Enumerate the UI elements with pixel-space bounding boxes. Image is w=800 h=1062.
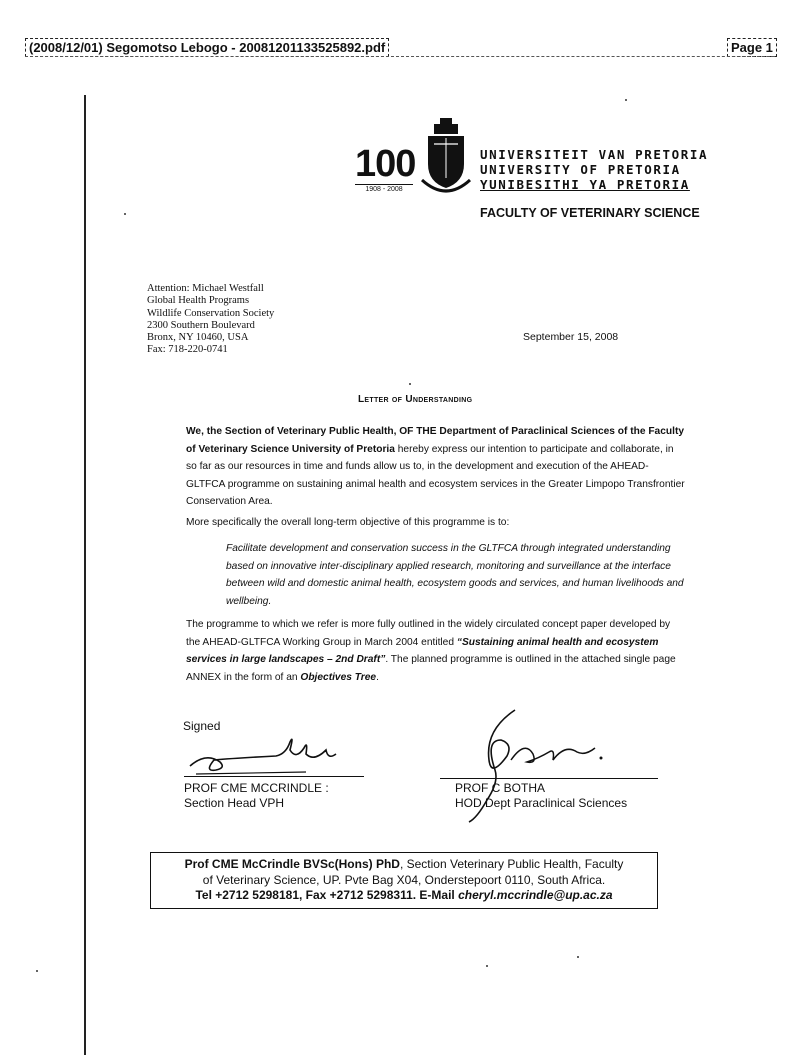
contact-line-2: of Veterinary Science, UP. Pvte Bag X04, Onderstepoort 0110, South Africa. [202, 872, 606, 887]
contact-email: cheryl.mccrindle@up.ac.za [458, 888, 613, 902]
paragraph-intro [186, 423, 686, 511]
centenary-years: 1908 - 2008 [355, 184, 413, 193]
contact-box [150, 852, 658, 909]
scan-speck [486, 965, 488, 967]
signatory-left [184, 781, 329, 811]
signatory-right-role: HOD Dept Paraclinical Sciences [455, 796, 628, 810]
fax-page-number: Page 1 [727, 38, 777, 57]
signatory-right [455, 781, 627, 811]
concept-paper-title: “Sustaining animal health and ecosystem services in large landscapes – 2nd Draft” [186, 636, 659, 665]
university-name-english: UNIVERSITY OF PRETORIA [480, 162, 681, 177]
signature-mccrindle-icon [186, 732, 366, 777]
contact-name: Prof CME McCrindle BVSc(Hons) PhD [184, 857, 400, 871]
contact-affiliation: , Section Veterinary Public Health, Faculty [399, 857, 624, 871]
header-divider [25, 56, 775, 57]
contact-line-3 [155, 888, 653, 904]
scan-speck [625, 99, 627, 101]
scan-speck [577, 956, 579, 958]
intro-bold-text: We, the Section of Veterinary Public Health, OF THE Department of Paraclinical Sciences of the Faculty of Veterinary Science University of Pretoria [186, 426, 684, 455]
university-name-afrikaans: UNIVERSITEIT VAN PRETORIA [480, 147, 709, 162]
scan-speck [124, 213, 126, 215]
address-line: Fax: 718-220-0741 [147, 344, 228, 356]
contact-line-1 [155, 857, 653, 873]
letter-title: Letter of Understanding [358, 394, 473, 405]
scan-speck [36, 970, 38, 972]
objective-quote: Facilitate development and conservation success in the GLTFCA through integrated understanding based on innovative inter-disciplinary applied research, monitoring and surveillance at the interface between wild and domestic animal health, ecosystem goods and services, and human livelihoods and wellbeing. [226, 543, 684, 607]
signature-line-right [440, 778, 658, 779]
programme-text-3: . [376, 671, 379, 683]
fax-filename: (2008/12/01) Segomotso Lebogo - 20081201133525892.pdf [25, 38, 389, 57]
paragraph-objective-lead: More specifically the overall long-term objective of this programme is to: [186, 517, 510, 528]
programme-text: The programme to which we refer is more fully outlined in the widely circulated concept paper developed by the AHEAD-GLTFCA Working Group in March 2004 entitled [186, 619, 671, 648]
centenary-logo [355, 143, 416, 193]
address-line: 2300 Southern Boulevard [147, 319, 255, 331]
margin-rule [84, 95, 86, 1055]
signed-label: Signed [183, 719, 221, 733]
faculty-name: FACULTY OF VETERINARY SCIENCE [480, 206, 700, 220]
university-name-sepedi: YUNIBESITHI YA PRETORIA [480, 177, 690, 192]
intro-text: hereby express our intention to participate and collaborate, in so far as our resources in time and funds allow us to, in the development and execution of the AHEAD-GLTFCA programme on sustaining animal health and ecosystem services in the Greater Limpopo Transfrontier Conservation Area. [186, 443, 685, 507]
paragraph-programme [186, 616, 686, 686]
signatory-right-name: PROF C BOTHA [455, 781, 546, 795]
signature-line-left [184, 776, 364, 777]
signatory-left-role: Section Head VPH [184, 796, 285, 810]
centenary-number: 100 [355, 143, 416, 185]
objectives-tree-ref: Objectives Tree [300, 671, 377, 683]
recipient-address [147, 283, 274, 357]
letter-date: September 15, 2008 [523, 331, 619, 343]
university-crest-icon [420, 118, 472, 203]
address-line: Global Health Programs [147, 295, 250, 307]
address-line: Attention: Michael Westfall [147, 283, 264, 294]
programme-text-2: . The planned programme is outlined in the attached single page ANNEX in the form of an [186, 654, 676, 683]
university-names [480, 147, 708, 192]
scan-speck [409, 383, 411, 385]
contact-phone-fax: Tel +2712 5298181, Fax +2712 5298311. E-Mail [195, 888, 459, 902]
address-line: Wildlife Conservation Society [147, 307, 275, 319]
signatory-left-name: PROF CME MCCRINDLE : [184, 781, 329, 795]
address-line: Bronx, NY 10460, USA [147, 332, 249, 344]
